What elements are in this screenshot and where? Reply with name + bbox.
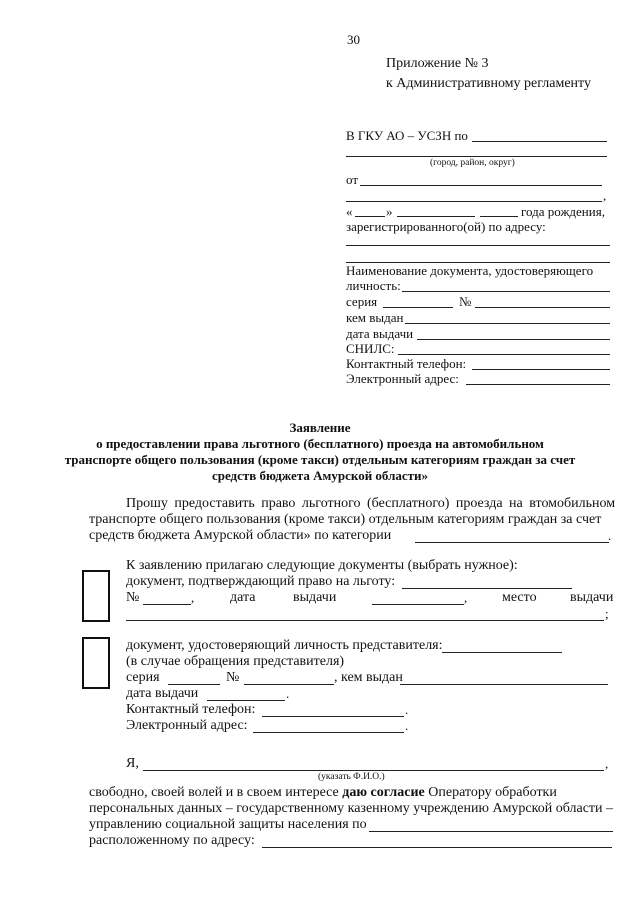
series-line[interactable] bbox=[383, 307, 453, 308]
registered-label: зарегистрированного(ой) по адресу: bbox=[346, 219, 546, 234]
attach-email-label: Электронный адрес: bbox=[126, 718, 248, 733]
attach-issue-date-line[interactable] bbox=[207, 700, 285, 701]
consent-line-1 bbox=[89, 785, 557, 801]
title-line-4: средств бюджета Амурской области» bbox=[211, 468, 429, 483]
doc-name-line-1: Наименование документа, удостоверяющего bbox=[346, 263, 594, 278]
birth-quote-open: « bbox=[346, 204, 353, 219]
attach-semicolon: ; bbox=[605, 606, 609, 621]
attach-series-line[interactable] bbox=[168, 684, 220, 685]
consent-line-1-pre: свободно, своей волей и в своем интересе bbox=[89, 785, 343, 800]
from-name-line[interactable] bbox=[360, 185, 602, 186]
consent-ya: Я, bbox=[126, 756, 139, 771]
page-number: 30 bbox=[347, 32, 360, 47]
consent-line-3: управлению социальной защиты населения по bbox=[89, 817, 367, 832]
title-main: Заявление bbox=[289, 420, 351, 435]
birth-suffix: года рождения, bbox=[521, 204, 605, 219]
attach-issue2-label: выдачи bbox=[570, 590, 614, 605]
attach-phone-line[interactable] bbox=[262, 716, 404, 717]
consent-line-4: расположенному по адресу: bbox=[89, 833, 255, 848]
attach-email-dot: . bbox=[405, 718, 409, 733]
snils-line[interactable] bbox=[398, 354, 610, 355]
issue-date-label: дата выдачи bbox=[346, 326, 414, 341]
phone-line[interactable] bbox=[472, 369, 610, 370]
consent-fio-line[interactable] bbox=[143, 770, 604, 771]
from-name-line-2[interactable] bbox=[346, 201, 602, 202]
birth-month-line[interactable] bbox=[397, 216, 475, 217]
attach-email-line[interactable] bbox=[253, 732, 404, 733]
doc-name-line-2: личность: bbox=[346, 278, 401, 293]
to-district-line-2[interactable] bbox=[346, 156, 607, 157]
attach-num2-line[interactable] bbox=[244, 684, 334, 685]
attach-issued-by-label: , кем выдан bbox=[334, 670, 403, 685]
consent-comma: , bbox=[605, 756, 609, 771]
attach-num-comma: , bbox=[191, 590, 195, 605]
attach-doc2-line[interactable] bbox=[442, 652, 562, 653]
request-line-1: Прошу предоставить право льготного (бесплатного) проезда на втомобильном bbox=[126, 496, 616, 511]
birth-year-line[interactable] bbox=[480, 216, 518, 217]
number-line[interactable] bbox=[475, 307, 610, 308]
to-district-line[interactable] bbox=[472, 141, 607, 142]
attach-checkbox-1[interactable] bbox=[82, 570, 110, 622]
consent-line-1-post: Оператору обработки bbox=[424, 785, 557, 800]
attach-phone-dot: . bbox=[405, 702, 409, 717]
attach-issue-date-dot: . bbox=[286, 686, 290, 701]
attach-place-label: место bbox=[502, 590, 537, 605]
attach-intro: К заявлению прилагаю следующие документы (выбрать нужное): bbox=[126, 558, 518, 573]
request-period: . bbox=[608, 528, 612, 543]
attach-doc1-label: документ, подтверждающий право на льготу: bbox=[126, 574, 396, 589]
consent-district-line[interactable] bbox=[369, 831, 613, 832]
attach-num-line[interactable] bbox=[143, 604, 191, 605]
attach-issue-label: выдачи bbox=[293, 590, 337, 605]
email-label: Электронный адрес: bbox=[346, 371, 459, 386]
attach-issue-date-label: дата выдачи bbox=[126, 686, 199, 701]
attach-issued-by-line[interactable] bbox=[400, 684, 608, 685]
attach-doc2-label: документ, удостоверяющий личность представителя: bbox=[126, 638, 443, 653]
attach-series-label: серия bbox=[126, 670, 160, 685]
issued-by-line[interactable] bbox=[405, 323, 610, 324]
consent-address-line[interactable] bbox=[262, 847, 612, 848]
issued-by-label: кем выдан bbox=[346, 310, 404, 325]
title-line-2: о предоставлении права льготного (бесплатного) проезда на автомобильном bbox=[96, 436, 544, 451]
title-line-3: транспорте общего пользования (кроме такси) отдельным категориям граждан за счет bbox=[64, 452, 576, 467]
to-prefix: В ГКУ АО – УСЗН по bbox=[346, 128, 468, 143]
number-label: № bbox=[459, 294, 472, 309]
request-line-2: транспорте общего пользования (кроме такси) отдельным категориям граждан за счет bbox=[89, 512, 602, 527]
category-line[interactable] bbox=[415, 542, 609, 543]
appendix-line-2: к Административному регламенту bbox=[386, 76, 591, 91]
attach-date-line[interactable] bbox=[372, 604, 464, 605]
request-line-3: средств бюджета Амурской области» по категории bbox=[89, 528, 392, 543]
email-line[interactable] bbox=[466, 384, 610, 385]
consent-fio-hint: (указать Ф.И.О.) bbox=[318, 772, 385, 782]
attach-place-line[interactable] bbox=[126, 620, 604, 621]
appendix-line-1: Приложение № 3 bbox=[386, 56, 489, 71]
to-hint: (город, район, округ) bbox=[430, 158, 515, 168]
attach-doc1-line[interactable] bbox=[402, 588, 572, 589]
attach-date-label: дата bbox=[230, 590, 256, 605]
attach-date-comma: , bbox=[464, 590, 468, 605]
attach-doc2-note: (в случае обращения представителя) bbox=[126, 654, 345, 669]
consent-line-1-bold: даю согласие bbox=[342, 785, 425, 800]
attach-num2-label: № bbox=[226, 670, 240, 685]
from-comma: , bbox=[603, 188, 607, 203]
issue-date-line[interactable] bbox=[417, 339, 610, 340]
doc-name-line[interactable] bbox=[402, 291, 610, 292]
from-label: от bbox=[346, 172, 359, 187]
address-line-1[interactable] bbox=[346, 245, 610, 246]
series-label: серия bbox=[346, 294, 378, 309]
attach-num-label: № bbox=[126, 590, 140, 605]
attach-checkbox-2[interactable] bbox=[82, 637, 110, 689]
phone-label: Контактный телефон: bbox=[346, 356, 467, 371]
attach-phone-label: Контактный телефон: bbox=[126, 702, 256, 717]
birth-day-line[interactable] bbox=[355, 216, 385, 217]
consent-line-2: персональных данных – государственному казенному учреждению Амурской области – bbox=[89, 801, 614, 816]
birth-quote-close: » bbox=[386, 204, 393, 219]
snils-label: СНИЛС: bbox=[346, 341, 395, 356]
